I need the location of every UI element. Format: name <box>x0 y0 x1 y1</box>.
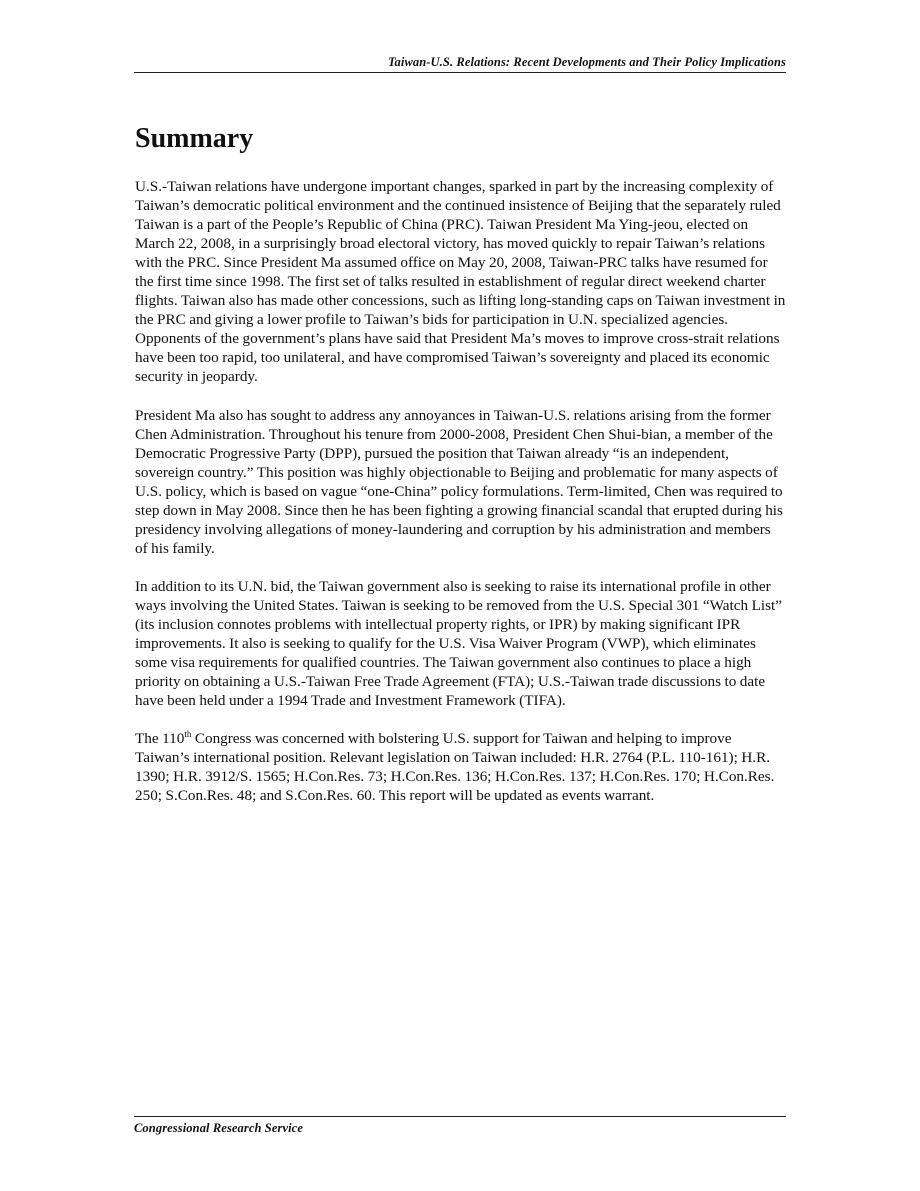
summary-body <box>135 177 786 824</box>
summary-paragraph-3: In addition to its U.N. bid, the Taiwan government also is seeking to raise its international profile in other ways involving the United States. Taiwan is seeking to be removed from the U.S. Special 301 “Watch List” (its inclusion connotes problems with intellectual property rights, or IPR) by making significant IPR improvements. It also is seeking to qualify for the U.S. Visa Waiver Program (VWP), which eliminates some visa requirements for qualified countries. The Taiwan government also continues to place a high priority on obtaining a U.S.-Taiwan Free Trade Agreement (FTA); U.S.-Taiwan trade discussions to date have been held under a 1994 Trade and Investment Framework (TIFA). <box>135 577 782 710</box>
page-title: Summary <box>135 123 254 154</box>
ordinal-superscript: th <box>184 729 192 740</box>
congress-number: The 110 <box>135 730 185 748</box>
summary-paragraph-4-text: Congress was concerned with bolstering U.S. support for Taiwan and helping to improve Taiwan’s international position. Relevant legislation on Taiwan included: H.R. 2764 (P.L. 110-161); H.R. 1390; H.R. 3912/S. 1565; H.Con.Res. 73; H.Con.Res. 136; H.Con.Res. 137; H.Con.Res. 170; H.Con.Res. 250; S.Con.Res. 48; and S.Con.Res. 60. This report will be updated as events warrant. <box>135 730 775 805</box>
summary-paragraph-4 <box>135 729 786 805</box>
running-header: Taiwan-U.S. Relations: Recent Developments and Their Policy Implications <box>134 55 786 73</box>
summary-paragraph-1: U.S.-Taiwan relations have undergone important changes, sparked in part by the increasing complexity of Taiwan’s democratic political environment and the continued insistence of Beijing that the separately ruled Taiwan is a part of the People’s Republic of China (PRC). Taiwan President Ma Ying-jeou, elected on March 22, 2008, in a surprisingly broad electoral victory, has moved quickly to repair Taiwan’s relations with the PRC. Since President Ma assumed office on May 20, 2008, Taiwan-PRC talks have resumed for the first time since 1998. The first set of talks resulted in establishment of regular direct weekend charter flights. Taiwan also has made other concessions, such as lifting long-standing caps on Taiwan investment in the PRC and giving a lower profile to Taiwan’s bids for participation in U.N. specialized agencies. Opponents of the government’s plans have said that President Ma’s moves to improve cross-strait relations have been too rapid, too unilateral, and have compromised Taiwan’s sovereignty and placed its economic security in jeopardy. <box>135 178 786 386</box>
summary-paragraph-2: President Ma also has sought to address any annoyances in Taiwan-U.S. relations arising from the former Chen Administration. Throughout his tenure from 2000-2008, President Chen Shui-bian, a member of the Democratic Progressive Party (DPP), pursued the position that Taiwan already “is an independent, sovereign country.” This position was highly objectionable to Beijing and problematic for many aspects of U.S. policy, which is based on vague “one-China” policy formulations. Term-limited, Chen was required to step down in May 2008. Since then he has been fighting a growing financial scandal that erupted during his presidency involving allegations of money-laundering and corruption by his administration and members of his family. <box>135 406 783 557</box>
running-footer: Congressional Research Service <box>134 1116 786 1136</box>
